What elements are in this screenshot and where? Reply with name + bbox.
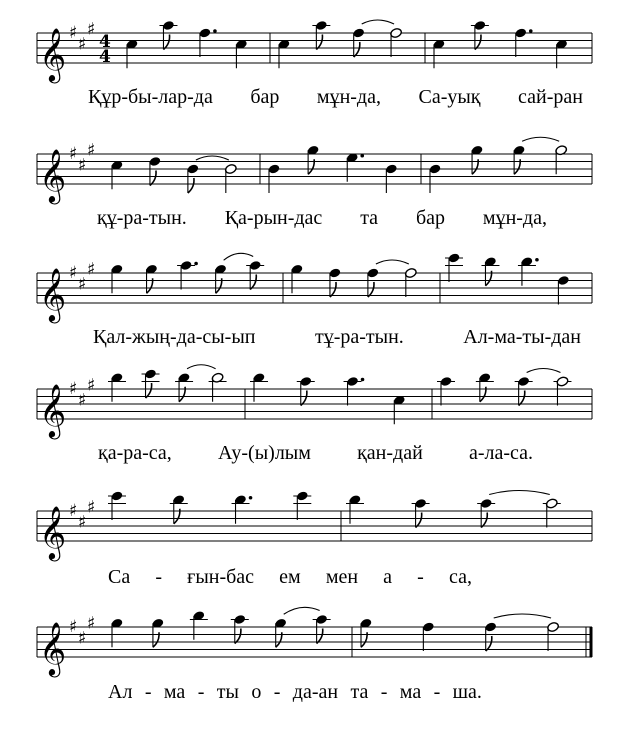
flag xyxy=(316,35,322,50)
time-signature-bottom: 4 xyxy=(99,47,111,67)
flag xyxy=(368,282,374,297)
note xyxy=(278,39,291,69)
note xyxy=(145,264,158,294)
note xyxy=(293,490,311,520)
treble-clef-icon: 𝄞 xyxy=(39,27,67,81)
sharp-icon: ♯ xyxy=(87,497,96,518)
note xyxy=(198,27,216,57)
note xyxy=(328,267,341,297)
sharp-icon: ♯ xyxy=(78,274,87,295)
dot xyxy=(361,378,365,382)
note xyxy=(471,20,489,50)
lyric-syllable: Ау-(ы)лым xyxy=(217,442,311,464)
note xyxy=(186,163,199,193)
note xyxy=(437,376,455,406)
note xyxy=(514,27,532,57)
lyric-syllable: а xyxy=(383,566,393,588)
lyric-syllable: бар xyxy=(415,207,446,229)
note xyxy=(126,39,139,69)
lyric-line xyxy=(98,442,533,464)
note xyxy=(476,372,494,402)
lyric-syllable: мен xyxy=(325,566,359,588)
note xyxy=(312,20,330,50)
sharp-icon: ♯ xyxy=(87,375,96,396)
lyric-syllable: ша. xyxy=(452,681,482,703)
note xyxy=(190,610,208,640)
note xyxy=(344,376,365,406)
lyric-syllable: құ-ра-тын. xyxy=(97,207,187,229)
note xyxy=(412,498,430,528)
flag xyxy=(317,629,323,644)
sharp-icon: ♯ xyxy=(69,263,78,283)
lyric-syllable: - xyxy=(155,566,162,588)
flag xyxy=(250,275,256,290)
flag xyxy=(481,513,487,528)
sharp-icon: ♯ xyxy=(78,512,87,533)
lyric-syllable: ем xyxy=(279,566,301,588)
note xyxy=(231,614,249,644)
lyric-syllable: Ал xyxy=(108,681,133,703)
lyric-syllable: - xyxy=(417,566,424,588)
note xyxy=(393,395,406,425)
sharp-icon: ♯ xyxy=(69,501,78,521)
note xyxy=(170,494,188,524)
staff-system xyxy=(37,137,592,204)
flag xyxy=(301,391,307,406)
sharp-icon: ♯ xyxy=(78,34,87,55)
note xyxy=(429,163,442,193)
tie xyxy=(376,260,409,264)
note xyxy=(471,145,484,175)
lyric-syllable: Құр-бы-лар-да xyxy=(88,86,213,108)
flag xyxy=(475,35,481,50)
note xyxy=(177,260,198,290)
staff-system xyxy=(37,252,592,323)
lyric-syllable: а-ла-са. xyxy=(468,442,533,464)
tie xyxy=(362,20,394,24)
note xyxy=(142,368,160,398)
lyric-syllable: та xyxy=(360,207,379,229)
staff-system xyxy=(37,365,592,439)
lyric-line xyxy=(88,86,583,108)
note xyxy=(148,156,161,186)
lyric-syllable: са, xyxy=(448,566,472,588)
lyric-syllable: та xyxy=(350,681,369,703)
sharp-icon: ♯ xyxy=(78,628,87,649)
lyric-syllable: бар xyxy=(250,86,280,108)
note xyxy=(307,145,320,175)
treble-clef-icon: 𝄞 xyxy=(39,383,67,437)
tie xyxy=(494,614,551,618)
note xyxy=(489,491,561,528)
note xyxy=(268,163,281,193)
dot xyxy=(360,154,364,158)
tie xyxy=(527,369,561,373)
note xyxy=(284,607,331,643)
note xyxy=(557,275,570,305)
flag xyxy=(486,636,492,651)
lyric-syllable: ма xyxy=(163,681,186,703)
note xyxy=(159,20,177,50)
note xyxy=(527,369,572,406)
sharp-icon: ♯ xyxy=(87,140,96,161)
note xyxy=(385,163,398,193)
sharp-icon: ♯ xyxy=(78,155,87,176)
note xyxy=(555,39,568,69)
lyric-syllable: қа-ра-са, xyxy=(98,442,172,464)
note xyxy=(513,145,526,175)
note xyxy=(481,256,499,286)
note xyxy=(376,260,417,297)
lyric-syllable: Са-уық xyxy=(418,86,481,108)
lyric-line xyxy=(108,566,472,588)
treble-clef-icon: 𝄞 xyxy=(39,267,67,321)
note xyxy=(422,621,435,651)
note xyxy=(346,152,364,182)
lyric-line xyxy=(108,681,482,703)
lyric-syllable: сай-ран xyxy=(518,86,583,108)
tie xyxy=(522,137,559,141)
note xyxy=(346,494,364,524)
note xyxy=(291,264,304,294)
flag xyxy=(150,171,156,186)
dot xyxy=(213,29,217,33)
dot xyxy=(529,29,533,33)
tie xyxy=(489,491,550,495)
lyric-syllable: да-ан xyxy=(292,681,339,703)
dot xyxy=(249,496,253,500)
flag xyxy=(235,629,241,644)
lyric-syllable: - xyxy=(197,681,205,703)
sharp-icon: ♯ xyxy=(69,23,78,43)
flag xyxy=(188,178,194,193)
treble-clef-icon: 𝄞 xyxy=(39,621,67,675)
note xyxy=(111,160,124,190)
sharp-icon: ♯ xyxy=(69,144,78,164)
note xyxy=(484,621,497,651)
staff-system xyxy=(37,490,592,561)
lyric-syllable: мұн-да, xyxy=(482,207,547,229)
note xyxy=(477,498,495,528)
flag xyxy=(330,282,336,297)
note xyxy=(352,27,365,57)
note xyxy=(445,252,463,282)
sharp-icon: ♯ xyxy=(87,259,96,280)
lyric-syllable: о xyxy=(251,681,262,703)
lyric-syllable: Са xyxy=(108,566,131,588)
note xyxy=(297,376,315,406)
lyric-syllable: - xyxy=(144,681,152,703)
lyric-syllable: ғын-бас xyxy=(187,566,255,588)
note xyxy=(111,264,124,294)
lyric-syllable: Қал-жың-да-сы-ып xyxy=(93,326,256,348)
note xyxy=(518,256,539,286)
note xyxy=(433,39,446,69)
lyric-syllable: - xyxy=(273,681,281,703)
flag xyxy=(354,42,360,57)
note xyxy=(151,618,164,648)
flag xyxy=(146,383,152,398)
treble-clef-icon: 𝄞 xyxy=(39,148,67,202)
note xyxy=(108,372,126,402)
note xyxy=(366,267,379,297)
lyric-syllable: тұ-ра-тын. xyxy=(314,326,404,348)
note xyxy=(362,20,403,57)
dot xyxy=(194,262,198,266)
lyric-syllable: Қа-рын-дас xyxy=(224,207,323,229)
sharp-icon: ♯ xyxy=(78,390,87,411)
staff-system xyxy=(37,607,592,677)
note xyxy=(494,614,560,651)
note xyxy=(235,39,248,69)
lyric-syllable: ты xyxy=(216,681,239,703)
lyric-syllable: - xyxy=(433,681,441,703)
lyric-syllable: қан-дай xyxy=(357,442,423,464)
note xyxy=(214,264,227,294)
treble-clef-icon: 𝄞 xyxy=(39,505,67,559)
sharp-icon: ♯ xyxy=(87,19,96,40)
tie xyxy=(284,607,320,614)
note xyxy=(250,372,268,402)
note xyxy=(224,253,265,289)
tie xyxy=(187,365,216,369)
flag xyxy=(519,391,525,406)
dot xyxy=(535,258,539,262)
lyric-syllable: - xyxy=(380,681,388,703)
lyric-line xyxy=(93,326,581,348)
note xyxy=(111,618,124,648)
note xyxy=(274,618,287,648)
note xyxy=(175,372,193,402)
lyric-syllable: ма xyxy=(399,681,422,703)
tie xyxy=(224,253,254,260)
time-signature-top: 4 xyxy=(99,32,111,52)
flag xyxy=(416,513,422,528)
lyric-line xyxy=(97,207,547,229)
flag xyxy=(163,35,169,50)
lyric-syllable: мұн-да, xyxy=(316,86,381,108)
lyric-syllable: Ал-ма-ты-дан xyxy=(463,326,581,348)
staff-system xyxy=(37,19,592,83)
note xyxy=(515,376,533,406)
tie xyxy=(196,156,229,160)
note xyxy=(232,494,253,524)
sharp-icon: ♯ xyxy=(69,379,78,399)
note xyxy=(108,490,126,520)
sharp-icon: ♯ xyxy=(69,617,78,637)
note xyxy=(360,618,373,648)
sharp-icon: ♯ xyxy=(87,613,96,634)
